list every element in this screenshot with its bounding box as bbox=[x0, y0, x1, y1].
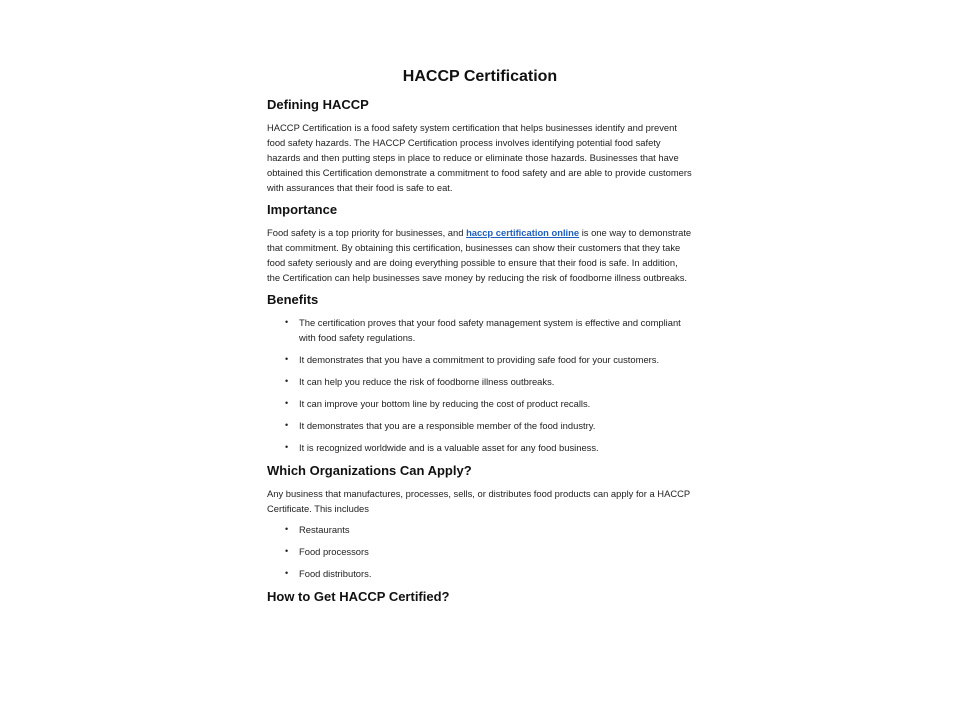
list-item-text: It demonstrates that you are a responsible member of the food industry. bbox=[299, 420, 596, 431]
list-item bbox=[267, 418, 693, 433]
list-item bbox=[267, 544, 693, 559]
bullet-icon: • bbox=[285, 376, 289, 386]
document-title: HACCP Certification bbox=[402, 68, 558, 85]
importance-text-before-link: Food safety is a top priority for businesses, and bbox=[267, 227, 467, 238]
section-heading-defining: Defining HACCP bbox=[267, 97, 369, 112]
bullet-icon: • bbox=[285, 398, 289, 408]
section-heading-organizations: Which Organizations Can Apply? bbox=[267, 463, 472, 478]
list-item bbox=[267, 522, 693, 537]
list-item-text: It demonstrates that you have a commitment to providing safe food for your customers. bbox=[299, 354, 660, 365]
document-page bbox=[267, 66, 693, 612]
list-item bbox=[267, 352, 693, 367]
list-item bbox=[267, 396, 693, 411]
organizations-paragraph: Any business that manufactures, processes, sells, or distributes food products can apply for a HACCP Certificate. This includes bbox=[267, 488, 690, 514]
list-item-text: Food distributors. bbox=[299, 568, 372, 579]
list-item-text: The certification proves that your food safety management system is effective and compliant with food safety regulations. bbox=[299, 317, 681, 343]
bullet-icon: • bbox=[285, 420, 289, 430]
list-item-text: Food processors bbox=[299, 546, 369, 557]
benefits-list bbox=[267, 315, 693, 455]
bullet-icon: • bbox=[285, 354, 289, 364]
bullet-icon: • bbox=[285, 317, 289, 327]
list-item-text: It is recognized worldwide and is a valuable asset for any food business. bbox=[299, 442, 599, 453]
list-item-text: Restaurants bbox=[299, 524, 350, 535]
bullet-icon: • bbox=[285, 568, 289, 578]
haccp-online-link[interactable]: haccp certification online bbox=[466, 227, 580, 238]
bullet-icon: • bbox=[285, 524, 289, 534]
bullet-icon: • bbox=[285, 442, 289, 452]
list-item bbox=[267, 374, 693, 389]
section-heading-how-to: How to Get HACCP Certified? bbox=[267, 589, 450, 604]
defining-paragraph: HACCP Certification is a food safety system certification that helps businesses identify and prevent food safety hazards. The HACCP Certification process involves identifying potential food safety hazards and then putting steps in place to reduce or eliminate those hazards. Businesses that have obtained this Certification demonstrate a commitment to food safety and are able to provide customers with assurances that their food is safe to eat. bbox=[267, 122, 692, 193]
section-heading-benefits: Benefits bbox=[267, 292, 319, 307]
importance-paragraph bbox=[267, 225, 693, 285]
list-item-text: It can improve your bottom line by reducing the cost of product recalls. bbox=[299, 398, 591, 409]
organizations-list bbox=[267, 522, 693, 581]
list-item-text: It can help you reduce the risk of foodborne illness outbreaks. bbox=[299, 376, 555, 387]
importance-text-after-link: is one way to demonstrate that commitment. By obtaining this certification, businesses can show their customers that they take food safety seriously and are doing everything possible to ensure that their food is safe. In addition, the Certification can help businesses save money by reducing the risk of foodborne illness outbreaks. bbox=[267, 227, 692, 283]
section-heading-importance: Importance bbox=[267, 202, 338, 217]
list-item bbox=[267, 440, 693, 455]
list-item bbox=[267, 315, 693, 345]
bullet-icon: • bbox=[285, 546, 289, 556]
list-item bbox=[267, 566, 693, 581]
